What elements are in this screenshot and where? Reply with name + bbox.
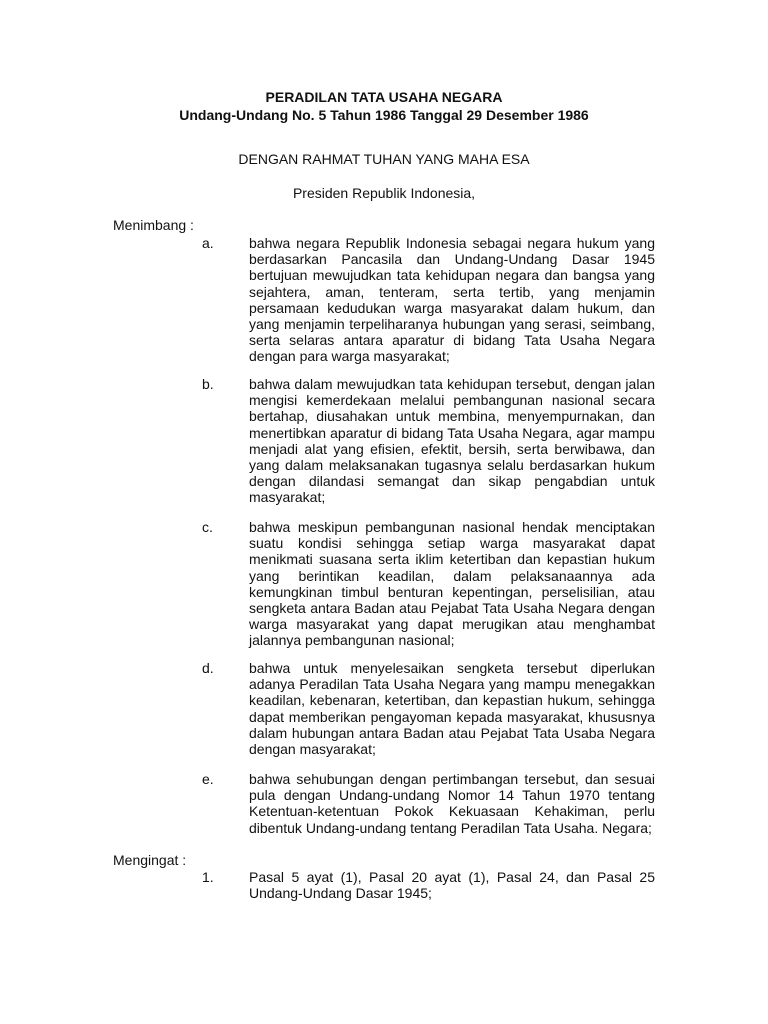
menimbang-label: Menimbang : (113, 217, 194, 233)
item-marker: d. (202, 660, 214, 676)
item-text: bahwa meskipun pembangunan nasional hendak menciptakan suatu kondisi sehingga setiap warga masyarakat dapat menikmati suasana serta iklim ketertiban dan kepastian hukum yang berintikan keadilan, dalam pelaksanaannya ada kemungkinan timbul benturan kepentingan, perselisilian, atau sengketa antara Badan atau Pejabat Tata Usaha Negara dengan warga masyarakat yang dapat merugikan atau menghambat jalannya pembangunan nasional; (249, 519, 655, 649)
item-marker: c. (202, 519, 213, 535)
document-title: PERADILAN TATA USAHA NEGARA (265, 89, 503, 105)
mengingat-label: Mengingat : (113, 852, 187, 868)
opening-phrase: DENGAN RAHMAT TUHAN YANG MAHA ESA (238, 151, 530, 167)
document-subtitle: Undang-Undang No. 5 Tahun 1986 Tanggal 29 Desember 1986 (179, 107, 589, 123)
item-marker: b. (202, 376, 214, 392)
item-text: bahwa negara Republik Indonesia sebagai negara hukum yang berdasarkan Pancasila dan Undang-Undang Dasar 1945 bertujuan mewujudkan tata kehidupan negara dan bangsa yang sejahtera, aman, tenteram, serta tertib, yang menjamin persamaan kedudukan warga masyarakat dalam hukum, dan yang menjamin terpeliharanya hubungan yang serasi, seimbang, serta selaras antara aparatur di bidang Tata Usaha Negara dengan para warga masyarakat; (249, 235, 655, 365)
item-text: bahwa sehubungan dengan pertimbangan tersebut, dan sesuai pula dengan Undang-undang Nomor 14 Tahun 1970 tentang Ketentuan-ketentuan Pokok Kekuasaan Kehakiman, perlu dibentuk Undang-undang tentang Peradilan Tata Usaha. Negara; (249, 771, 655, 836)
item-text: bahwa untuk menyelesaikan sengketa tersebut diperlukan adanya Peradilan Tata Usaha Negara yang mampu menegakkan keadilan, kebenaran, ketertiban, dan kepastian hukum, sehingga dapat memberikan pengayoman kepada masyarakat, khususnya dalam hubungan antara Badan atau Pejabat Tata Usaba Negara dengan masyarakat; (249, 660, 655, 758)
item-text: Pasal 5 ayat (1), Pasal 20 ayat (1), Pasal 24, dan Pasal 25 Undang-Undang Dasar 1945; (249, 869, 655, 902)
item-marker: e. (202, 771, 214, 787)
item-text: bahwa dalam mewujudkan tata kehidupan tersebut, dengan jalan mengisi kemerdekaan melalui pembangunan nasional secara bertahap, diusahakan untuk membina, menyempurnakan, dan menertibkan aparatur di bidang Tata Usaha Negara, agar mampu menjadi alat yang efisien, efektit, bersih, serta berwibawa, dan yang dalam melaksanakan tugasnya selalu berdasarkan hukum dengan dilandasi semangat dan sikap pengabdian untuk masyarakat; (249, 376, 655, 506)
item-marker: 1. (202, 869, 214, 885)
president-line: Presiden Republik Indonesia, (292, 185, 476, 201)
item-marker: a. (202, 235, 214, 251)
